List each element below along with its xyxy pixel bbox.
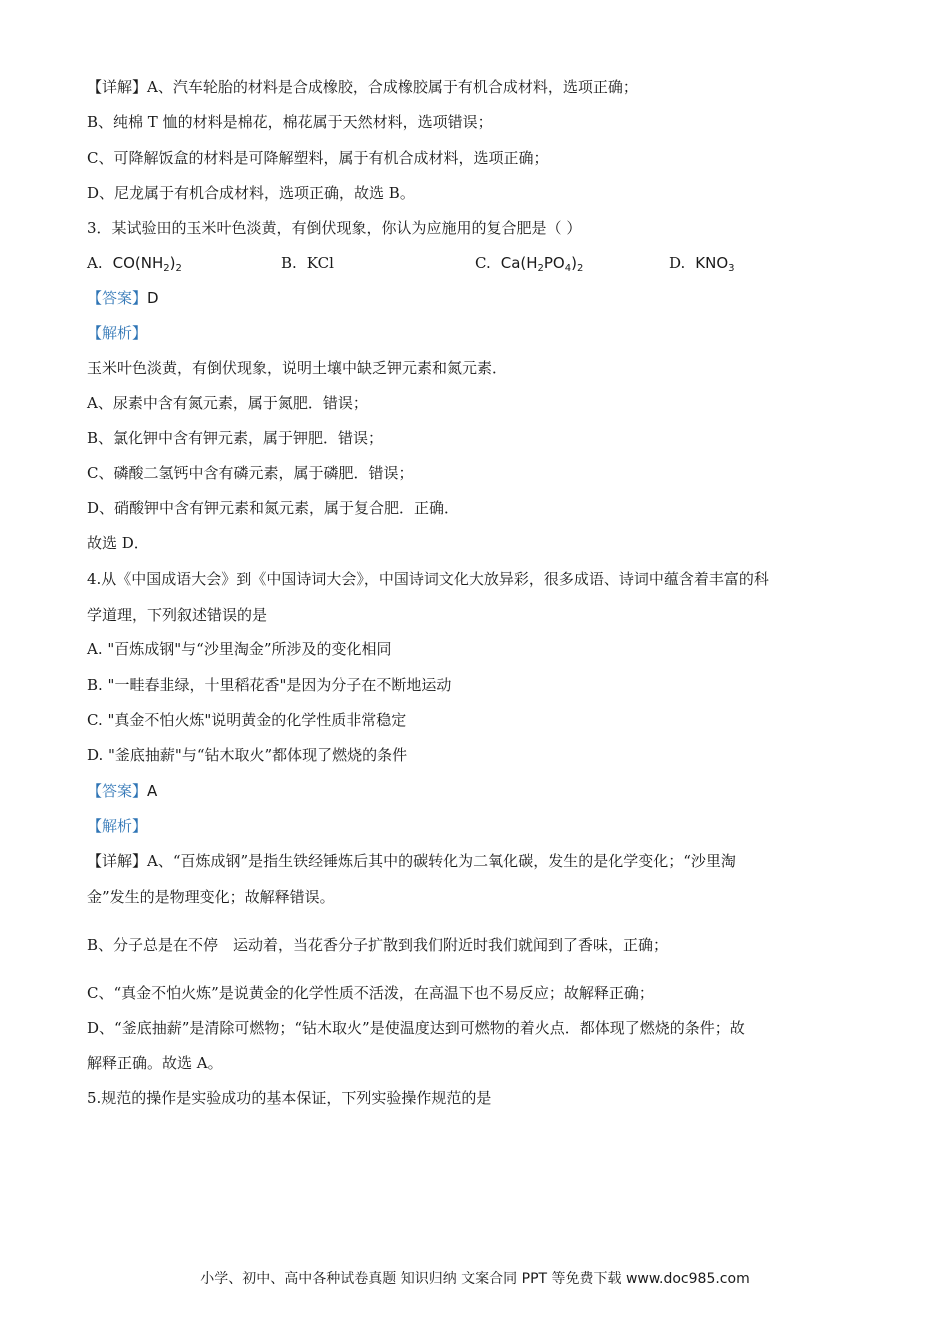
page-footer: 小学、初中、高中各种试卷真题 知识归纳 文案合同 PPT 等免费下载 www.doc985.com	[200, 1271, 750, 1287]
detail-line-4: D、尼龙属于有机合成材料，选项正确，故选 B。	[87, 184, 415, 202]
q4-detail-4: C、“真金不怕火炼”是说黄金的化学性质不活泼，在高温下也不易反应；故解释正确；	[87, 984, 654, 1002]
question-4-line-2: 学道理，下列叙述错误的是	[87, 606, 268, 624]
question-5: 5.规范的操作是实验成功的基本保证，下列实验操作规范的是	[87, 1089, 492, 1107]
q4-option-d: D. "釜底抽薪"与“钻木取火”都体现了燃烧的条件	[87, 746, 408, 764]
detail-text: A、汽车轮胎的材料是合成橡胶，合成橡胶属于有机合成材料，选项正确；	[147, 78, 638, 96]
detail-line-1	[87, 76, 638, 98]
answer-tag: 【答案】	[87, 289, 148, 307]
q3-option-c: C. $Ca(H_2PO_4)_2$	[475, 254, 584, 274]
detail-line-3: C、可降解饭盒的材料是可降解塑料，属于有机合成材料，选项正确；	[87, 149, 549, 167]
q3-analysis-2: A、尿素中含有氮元素，属于氮肥．错误；	[87, 394, 368, 412]
q3-analysis-5: D、硝酸钾中含有钾元素和氮元素，属于复合肥．正确．	[87, 499, 460, 517]
q3-option-d: D. $KNO_3$	[669, 254, 735, 274]
detail-line-2: B、纯棉 T 恤的材料是棉花，棉花属于天然材料，选项错误；	[87, 113, 493, 131]
q4-option-b: B. "一畦春韭绿，十里稻花香"是因为分子在不断地运动	[87, 676, 452, 694]
q4-detail-3: B、分子总是在不停 运动着，当花香分子扩散到我们附近时我们就闻到了香味，正确；	[87, 936, 669, 954]
q3-answer	[87, 287, 159, 309]
question-3: 3．某试验田的玉米叶色淡黄，有倒伏现象，你认为应施用的复合肥是（ ）	[87, 219, 582, 237]
q3-analysis-1: 玉米叶色淡黄，有倒伏现象，说明土壤中缺乏钾元素和氮元素．	[87, 359, 508, 377]
q3-analysis-6: 故选 D．	[87, 534, 149, 552]
q4-detail-2: 金”发生的是物理变化；故解释错误。	[87, 888, 335, 906]
detail-tag: 【详解】	[87, 78, 148, 96]
answer-tag: 【答案】	[87, 782, 148, 800]
q4-detail-1	[87, 850, 736, 872]
q3-option-a: A. $CO(NH_2)_2$	[87, 254, 182, 274]
q3-option-b: B. KCl	[281, 254, 334, 272]
q4-option-a: A. "百炼成钢"与“沙里淘金”所涉及的变化相同	[87, 640, 392, 658]
detail-text: A、“百炼成钢”是指生铁经锤炼后其中的碳转化为二氧化碳，发生的是化学变化；“沙里淘	[147, 852, 736, 870]
q4-detail-6: 解释正确。故选 A。	[87, 1054, 223, 1072]
q4-detail-5: D、“釜底抽薪”是清除可燃物；“钻木取火”是使温度达到可燃物的着火点．都体现了燃烧的条件；故	[87, 1019, 745, 1037]
q3-analysis-4: C、磷酸二氢钙中含有磷元素，属于磷肥．错误；	[87, 464, 414, 482]
q3-analysis-tag: 【解析】	[87, 324, 148, 342]
answer-value: A	[147, 782, 158, 800]
detail-tag: 【详解】	[87, 852, 148, 870]
q4-option-c: C. "真金不怕火炼"说明黄金的化学性质非常稳定	[87, 711, 407, 729]
q3-analysis-3: B、氯化钾中含有钾元素，属于钾肥．错误；	[87, 429, 384, 447]
q4-answer	[87, 780, 157, 802]
q4-analysis-tag: 【解析】	[87, 817, 148, 835]
question-4-line-1: 4.从《中国成语大会》到《中国诗词大会》，中国诗词文化大放异彩，很多成语、诗词中蕴含着丰富的科	[87, 570, 769, 588]
answer-value: D	[147, 289, 159, 307]
